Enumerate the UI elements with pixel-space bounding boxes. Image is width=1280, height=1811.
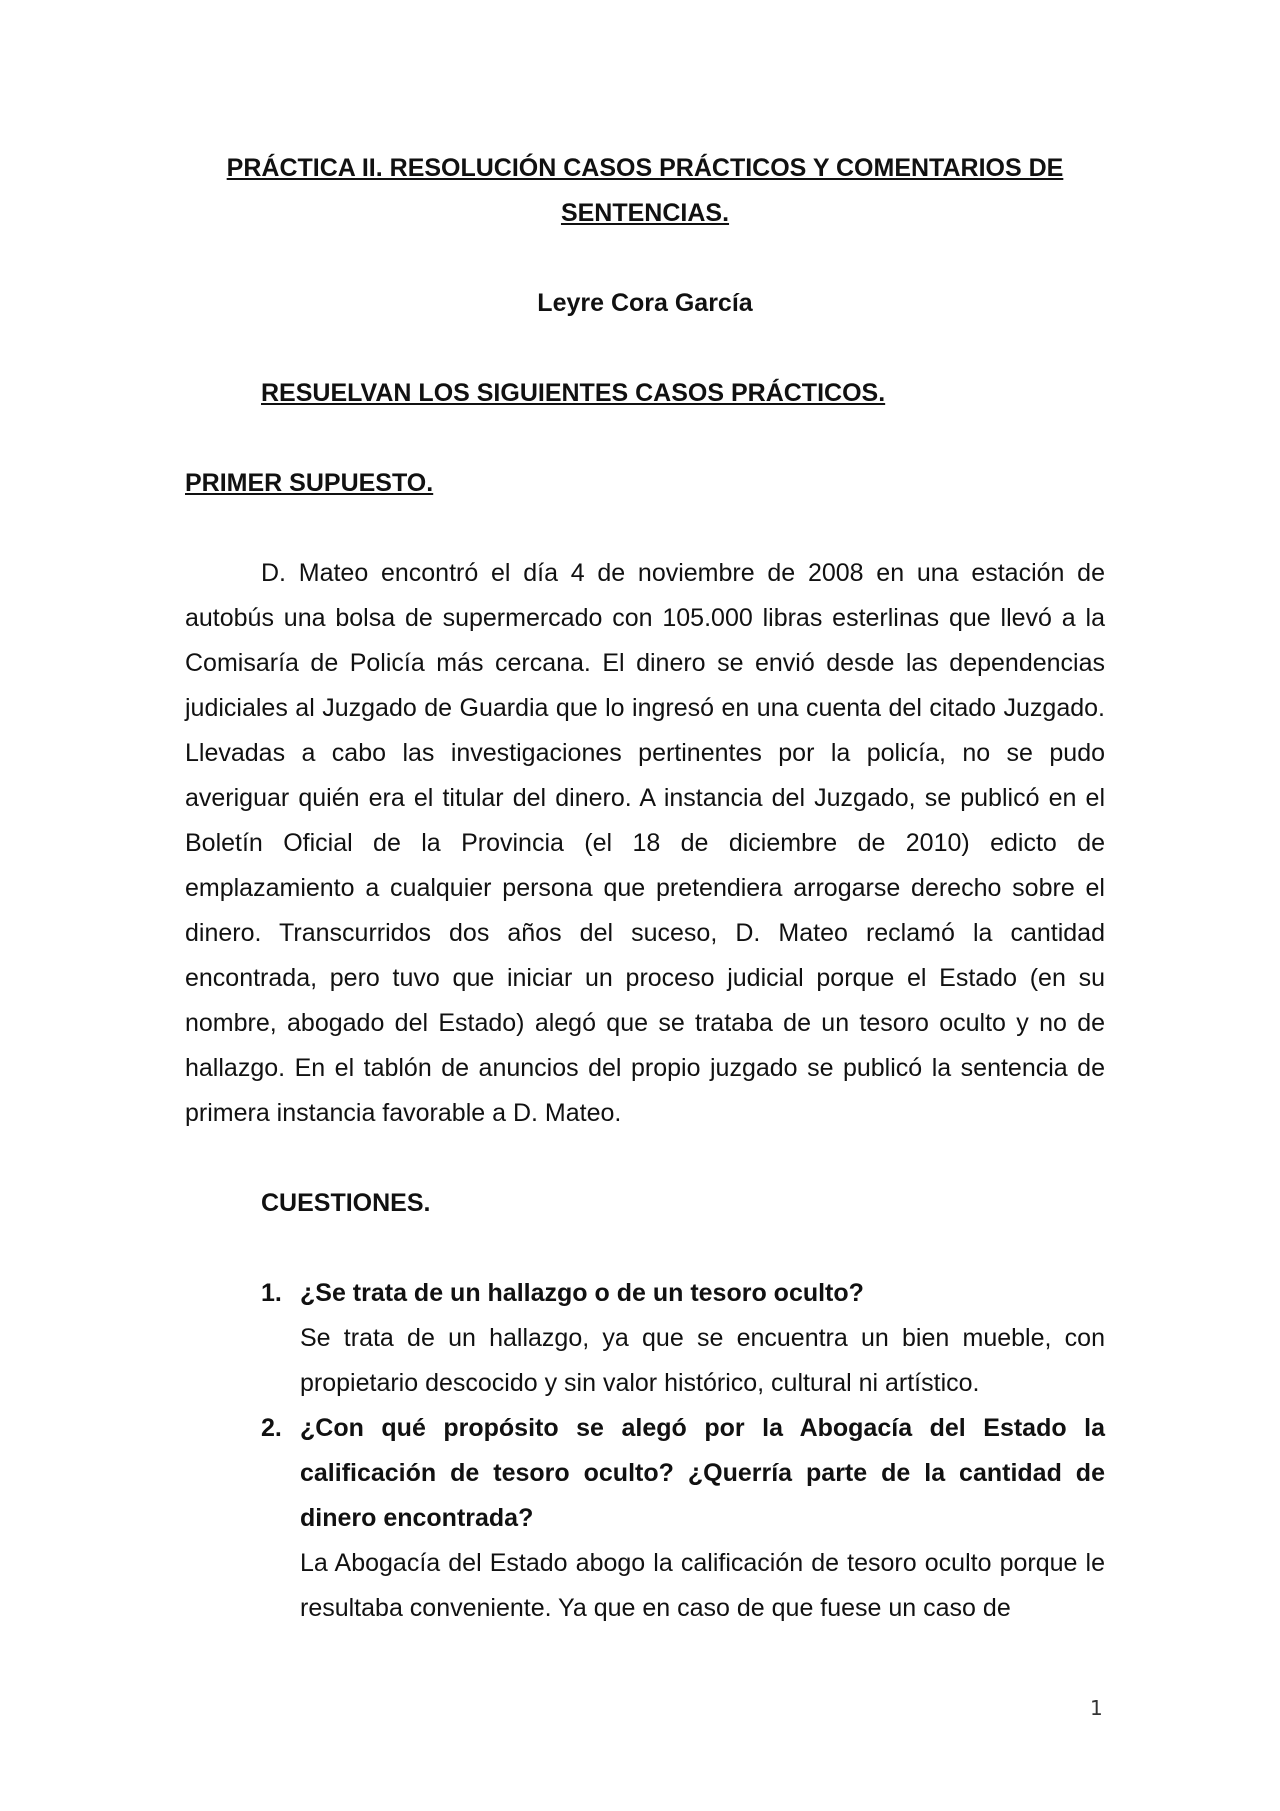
questions-list [185,1271,1105,1631]
answer-text: Se trata de un hallazgo, ya que se encuentra un bien mueble, con propietario descocido y sin valor histórico, cultural ni artístico. [300,1324,1105,1397]
author-name: Leyre Cora García [537,289,753,317]
answer-text: La Abogacía del Estado abogo la calificación de tesoro oculto porque le resultaba conveniente. Ya que en caso de que fuese un caso de [300,1549,1105,1622]
question-item [185,1406,1105,1631]
questions-heading: CUESTIONES. [261,1189,431,1217]
question-item [185,1271,1105,1406]
case-paragraph: D. Mateo encontró el día 4 de noviembre de 2008 en una estación de autobús una bolsa de supermercado con 105.000 libras esterlinas que llevó a la Comisaría de Policía más cercana. El dinero se envió desde las dependencias judiciales al Juzgado de Guardia que lo ingresó en una cuenta del citado Juzgado. Llevadas a cabo las investigaciones pertinentes por la policía, no se pudo averiguar quién era el titular del dinero. A instancia del Juzgado, se publicó en el Boletín Oficial de la Provincia (el 18 de diciembre de 2010) edicto de emplazamiento a cualquier persona que pretendiera arrogarse derecho sobre el dinero. Transcurridos dos años del suceso, D. Mateo reclamó la cantidad encontrada, pero tuvo que iniciar un proceso judicial porque el Estado (en su nombre, abogado del Estado) alegó que se trataba de un tesoro oculto y no de hallazgo. En el tablón de anuncios del propio juzgado se publicó la sentencia de primera instancia favorable a D. Mateo. [185,559,1105,1127]
page-number: 1 [1090,1696,1103,1720]
document-title: PRÁCTICA II. RESOLUCIÓN CASOS PRÁCTICOS Y COMENTARIOS DE SENTENCIAS. [226,154,1064,227]
section-heading: PRIMER SUPUESTO. [185,469,434,497]
instructions-heading: RESUELVAN LOS SIGUIENTES CASOS PRÁCTICOS. [261,379,886,407]
question-text: ¿Con qué propósito se alegó por la Abogacía del Estado la calificación de tesoro oculto? ¿Querría parte de la cantidad de dinero encontrada? [300,1414,1105,1532]
question-number: 1. [261,1279,282,1307]
page-content [185,146,1105,1631]
question-number: 2. [261,1414,282,1442]
question-text: ¿Se trata de un hallazgo o de un tesoro oculto? [300,1279,864,1307]
